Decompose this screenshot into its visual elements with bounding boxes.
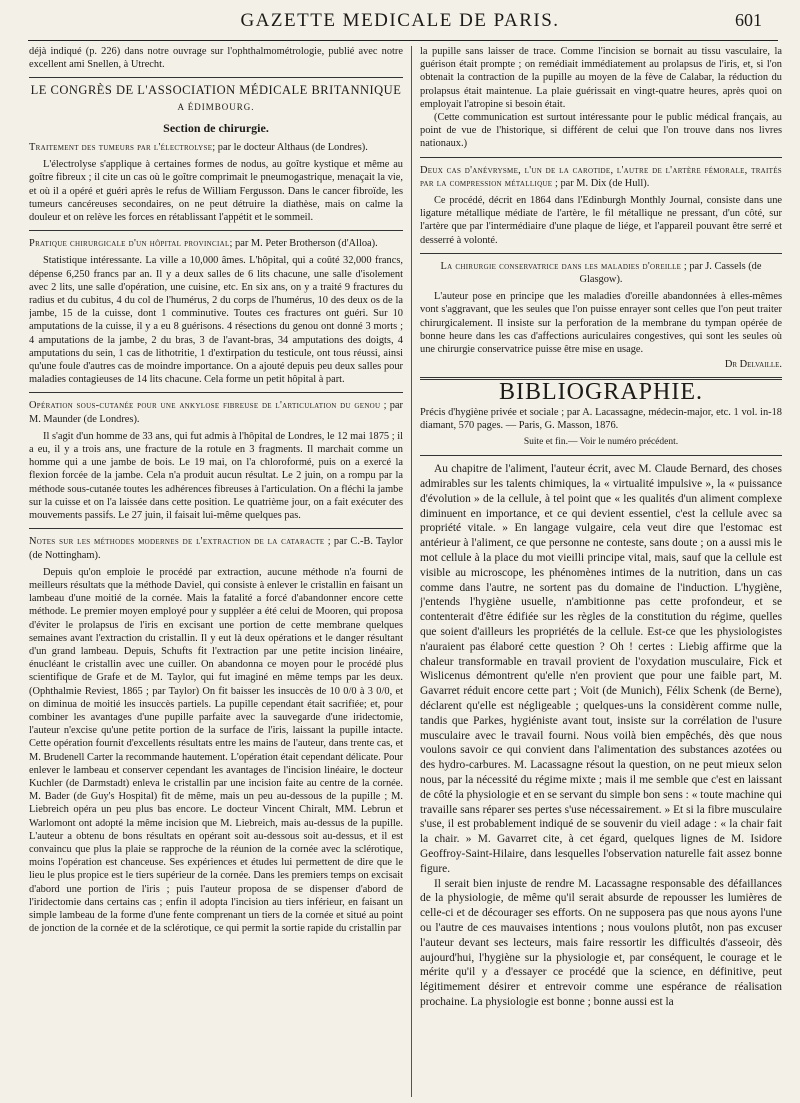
congress-location: A ÉDIMBOURG. [177,101,255,112]
bibliography-title: BIBLIOGRAPHIE. [499,379,703,406]
paragraph: Ce procédé, décrit en 1864 dans l'Edinburgh Monthly Journal, consiste dans une ligature métallique médiate de l'artère, le fil métallique ne pressant, d'un côté, sur l'artère que par l'intermédiaire d'une plaque de liége, et l'appareil pouvant être serré et desserré à volonté. [420,195,782,246]
left-column [29,45,403,1103]
article-title: La chirurgie conservatrice dans les maladies d'oreille [440,260,682,272]
article-heading [29,141,403,154]
section-title: Section de chirurgie. [163,120,269,135]
column-divider [411,46,412,1097]
continuation-note: Suite et fin.— Voir le numéro précédent. [523,437,679,448]
article-title: Opération sous-cutanée pour une ankylose fibreuse de l'articulation du genou [29,400,381,412]
article-rule [420,253,782,254]
congress-title: LE CONGRÈS DE L'ASSOCIATION MÉDICALE BRITANNIQUE [30,83,402,98]
paragraph: Il s'agit d'un homme de 33 ans, qui fut admis à l'hôpital de Londres, le 12 mai 1875 ; il a eu, il y a trois ans, une fracture de la rotule en 3 fragments. Il marchait comme un homme qui a une jambe de bois. Le 19 mai, on l'a chloroformé, puis on a exercé la flexion forcée de la jambe. Cela n'a produit aucun résultat. Le 2 juin, on a rompu par la méthode sous-cutanée toutes les adhérences fibreuses à l'articulation. On a fléchi la jambe sur la cuisse et on l'a laissée dans cette position. Le quatrième jour, on a fait exécuter des mouvements passifs. Le 27 juin, il faisait lui-même quelques pas. [29,430,403,522]
article-rule [420,157,782,158]
paragraph: Depuis qu'on emploie le procédé par extraction, aucune méthode n'a fourni de meilleurs résultats que la méthode Daviel, qui consiste à enlever le cristallin en faisant un lambeau d'une moitié de la cornée. Mais la fatalité a forcé d'abandonner encore cette méthode. Le premier moyen employé pour y suppléer a été celui de Mooren, qui proposa d'éviter le prolapsus de l'iris en excisant une portion de cette membrane quelques semaines avant l'extraction du cristallin. Il y eut là deux opérations et le danger résultant d'un grand lambeau. Depuis, Schufts fit l'extraction par une petite incision linéaire, énucléant le cristallin avec une cuiller. On abandonna ce moyen pour le procédé plus scientifique de Grafe et de M. Taylor, qui fut imaginé en même temps par les deux. (Ophthalmie Reviest, 1865 ; par Taylor) On fit baisser les insuccès de 10 0/0 à 3 0/0, et on diminua de moitié les insuccès partiels. La pupille cependant était sacrifiée; et, pour combiner les avantages d'une pupille parfaite avec la sauvegarde d'une iridectomie, l'auteur n'excise qu'une petite portion de la surface de l'iris, laissant la pupille intacte. Cette opération fournit d'excellents résultats entre les mains de l'auteur, dans trente cas, et M. Brudenell Carter la recommande hautement. L'opération était cependant délicate. Pour enlever le lambeau et conserver cependant les avantages de l'incision linéaire, le docteur Kuchler (de Darmstadt) enleva le cristallin par une incision faite au centre de la cornée. M. Bader (de Guy's Hospital) fit de même, mais un peu au-dessous de la pupille ; M. Liebreich opéra un peu plus bas encore. Le docteur Vincent Chiralt, MM. Lebrun et Warlomont ont adopté la même incision que M. Liebreich, mais au-dessus de la pupille. L'auteur a obtenu de bons résultats en opérant soit au-dessous soit au-dessus, et il est convaincu que plus la plaie se rapproche de la réunion de la cornée avec la sclérotique, moins l'opération est chanceuse. Ses expériences et études lui permettent de dire que le lieu le plus propice est le tiers supérieur de la cornée. Dans les premiers temps on excisait d'abord une portion de l'iris ; puis l'auteur proposa de se dispenser d'abord de l'iridectomie dans certains cas ; enfin il adopta l'incision au tiers inférieur, en faisant un simple lambeau de la forme d'une fente comprenant un tiers de la cornée et situé au point de jonction de la cornée et de la sclérotique, ce qui permit la sortie rapide du cristallin par [29,566,403,935]
paragraph: la pupille sans laisser de trace. Comme l'incision se bornait au tissu vasculaire, la guérison était prompte ; on remédiait immédiatement au prolapsus de l'iris, et, si l'on obtenait la contraction de la pupille au moyen de la fève de Calabar, la réduction du prolapsus était maintenue. La plaie guérissait en vingt-quatre heures, après quoi on employait l'atropine si besoin était. [420,46,782,110]
note-rule [420,455,782,456]
article-rule [29,392,403,393]
journal-title: GAZETTE MEDICALE DE PARIS. [240,10,560,31]
header-rule [28,40,778,41]
article-author: ; par M. Dix (de Hull). [552,177,650,189]
article-author: ; par M. Peter Brotherson (d'Alloa). [229,238,378,250]
paragraph: Il serait bien injuste de rendre M. Lacassagne responsable des défaillances de la physiologie, de même qu'il serait absurde de repousser les lumières de celle-ci et de décourager ses efforts. On ne supposera pas que nous ayons l'une ou l'autre de ces mauvaises intentions ; nous voulons plutôt, non pas excuser l'auteur devant ses lecteurs, mais faire ressortir les difficultés d'asseoir, dès aujourd'hui, l'hygiène sur la physiologie et, par conséquent, le courage et le mérite qu'il y a d'essayer ce procédé que la science, en définitive, peut légitimement désirer et entrevoir comme une espérance de réalisation prochaine. La physiologie est bonne ; bonne aussi est la [420,877,782,1008]
article-heading [29,237,403,250]
article-heading [420,260,782,286]
page-header [0,10,800,40]
paragraph: L'auteur pose en principe que les maladies d'oreille abandonnées à elles-mêmes vont s'aggravant, que les seules que l'on puisse enrayer sont celles que l'on peut traiter chirurgicalement. Il insiste sur la perforation de la membrane du tympan opérée de bonne heure dans les cas d'affections auriculaires congestives, qui sont les seules où une chirurgie conservatrice puisse être mise en usage. [420,291,782,356]
article-title: Notes sur les méthodes modernes de l'extraction de la cataracte [29,536,325,548]
article-title: Pratique chirurgicale d'un hôpital provincial [29,238,230,250]
article-author: ; par C.-B. Taylor (de Nottingham). [29,536,403,561]
article-heading [29,535,403,561]
author-signature: Dr Delvaille. [724,359,782,371]
paragraph: déjà indiqué (p. 226) dans notre ouvrage sur l'ophthalmométrologie, publié avec notre excellent ami Snellen, à Utrecht. [29,46,403,71]
article-heading [420,164,782,190]
page-number: 601 [735,10,762,30]
article-heading [29,399,403,425]
article-author: ; par J. Cassels (de Glasgow). [579,260,762,286]
article-title: Deux cas d'anévrysme, l'un de la carotide, l'autre de l'artère fémorale, traités par la compression métallique [420,164,782,189]
paragraph: Au chapitre de l'aliment, l'auteur écrit, avec M. Claude Bernard, des choses admirables sur les talents chimiques, la « virtualité impulsive », la « puissance d'évolution » de la cellule, à tel point que « les qualités d'un aliment complexe diminuent en importance, et ce qui devient essentiel, c'est la cellule avec sa propriété vitale. » En langage vulgaire, cela veut dire que l'estomac est antérieur à l'aliment, ce que personne ne conteste, sans doute ; on a aussi mis le mot cellule à la place du mot vieilli principe vital, mais, sauf que la cellule est visible au microscope, les phénomènes intimes de la nutrition, dans un cas comme dans l'autre, ne sortent pas du domaine de l'induction. L'hygiène, j'entends l'hygiène usuelle, n'ambitionne pas cette profondeur, et se contenterait d'être édifiée sur les règles de la constitution du régime, quelles que soient d'ailleurs les propriétés de la cellule. Est-ce que les physiologistes n'auraient pas élaboré cette question ? Oh ! certes : Liebig affirme que la chaleur transformable en travail provient de l'oxydation musculaire, Fick et Wislicenus démontrent qu'elle n'en provient que pour une faible part, M. Gavarret réduit encore cette part ; Voit (de Munich), Félix Schenk (de Berne), déclarent qu'elle est négligeable ; quelques-uns la considèrent comme nulle, tandis que Parkes, hygiéniste avant tout, insiste sur la corrélation de l'usure musculaire avec le travail fourni. Nous voilà bien empêchés, dès que nous voulons savoir ce qui convient dans l'alimentation des substances azotées ou des hydro-carbures. M. Lacassagne résout la question, on ne peut mieux selon nous, par la nécessité du régime mixte ; mais il me semble que c'est en laissant de côté la physiologie et en se servant du simple bon sens : « toute machine qui travaille sans réparer ses pertes s'use nécessairement. » Et si la fibre musculaire s'use, il est probablement indiqué de se souvenir du vieil adage : « la chair fait la chair. » M. Gavarret cite, à cet égard, quelques lignes de M. Isidore Geoffroy-Saint-Hilaire, dans lesquelles l'observation naturelle fait assez bonne figure. [420,463,782,875]
editor-note: (Cette communication est surtout intéressante pour le public médical français, au point de vue de l'historique, si différent de celui que l'on trouve dans nos livres nationaux.) [420,112,782,150]
article-author: ; par M. Maunder (de Londres). [29,400,403,425]
article-author: ; par le docteur Althaus (de Londres). [212,142,368,154]
paragraph: Statistique intéressante. La ville a 10,000 âmes. L'hôpital, qui a coûté 32,000 francs, dépense 6,250 francs par an. Il y a deux salles de 6 lits chacune, une salle d'isolement avec 2 lits, une salle d'opération, une cuisine, etc. En six ans, on y a traité 9 fractures du radius et du cubitus, 4 du col de l'humérus, 2 du corps de l'humérus, 10 des deux os de la jambe, 15 de la cuisse, dont 1 comminutive. Toutes ces fractures ont guéri. Sur 10 amputations de la cuisse, il y a eu 8 guérisons. 4 résections du genou ont donné 3 morts ; 4 amputations de la jambe, 2 du bras, 3 de l'avant-bras, 34 amputations des doigts, 4 amputations du sein, 1 cas de lithotritie, 1 d'extirpation du testicule, ont tous réussi, ainsi qu'une foule d'autres cas de moindre importance. On a ajouté depuis peu deux salles pour maladies contagieuses de 14 lits chacune. Cela forme un petit hôpital à part. [29,255,403,386]
right-column [420,45,782,1103]
book-reference: Précis d'hygiène privée et sociale ; par A. Lacassagne, médecin-major, etc. 1 vol. in-18 diamant, 570 pages. — Paris, G. Masson, 1876. [420,406,782,431]
article-rule [29,528,403,529]
article-rule [29,230,403,231]
paragraph: L'électrolyse s'applique à certaines formes de nodus, au goître kystique et même au goître fibreux ; il cite un cas où le goître comprimait le pneumogastrique, menaçait la vie, et où il a opéré et guéri après le refus de William Fergusson. Dans le cancer fibroïde, les tumeurs cancéreuses secondaires, on ne peut détruire la diathèse, mais on calme la douleur et on relève les forces en rétablissant l'appétit et le sommeil. [29,159,403,224]
article-title: Traitement des tumeurs par l'électrolyse [29,142,213,154]
section-rule [29,77,403,78]
